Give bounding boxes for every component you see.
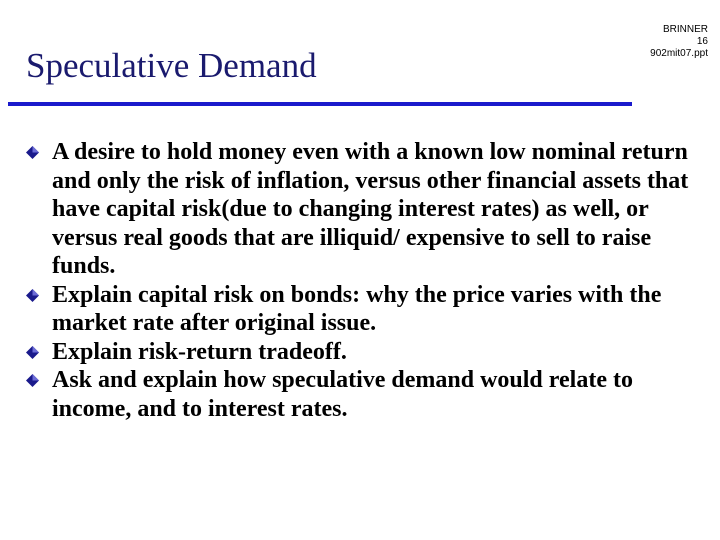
meta-page-number: 16 (696, 36, 708, 47)
slide-meta (650, 24, 708, 60)
meta-author: BRINNER (662, 24, 708, 35)
diamond-bullet-icon (26, 289, 39, 302)
bullet-item (24, 366, 704, 423)
bullet-text: A desire to hold money even with a known low nominal return and only the risk of inflation, versus other financial assets that have capital risk(due to changing interest rates) as well, or versus real goods that are illiquid/ expensive to sell to raise funds. (52, 139, 689, 279)
title-underline-rule (8, 102, 632, 106)
meta-filename: 902mit07.ppt (650, 48, 708, 59)
diamond-bullet-icon (26, 346, 39, 359)
bullet-text: Explain capital risk on bonds: why the price varies with the market rate after original issue. (52, 281, 662, 336)
bullet-text: Explain risk-return tradeoff. (52, 338, 347, 365)
bullet-item (24, 138, 704, 281)
slide-title: Speculative Demand (26, 46, 317, 85)
bullet-item (24, 281, 704, 338)
bullet-list (24, 138, 704, 423)
bullet-item (24, 338, 704, 367)
diamond-bullet-icon (26, 146, 39, 159)
diamond-bullet-icon (26, 374, 39, 387)
bullet-text: Ask and explain how speculative demand would relate to income, and to interest rates. (52, 367, 633, 422)
